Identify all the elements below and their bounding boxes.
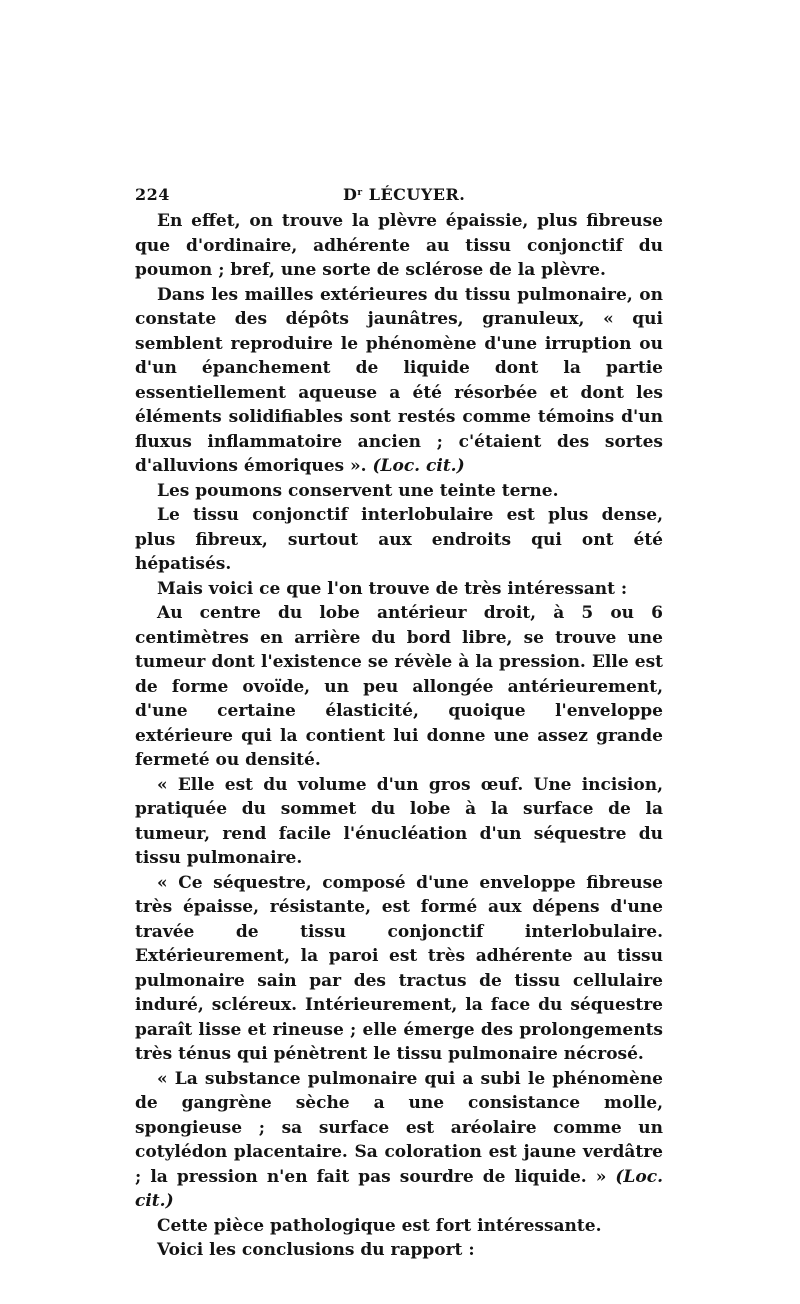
paragraph-text: Cette pièce pathologique est fort intéressante. bbox=[157, 1215, 602, 1236]
author-name: LÉCUYER. bbox=[362, 185, 466, 204]
paragraph-text: « Elle est du volume d'un gros œuf. Une incision, pratiquée du sommet du lobe à la surface de la tumeur, rend facile l'énucléation d'un séquestre du tissu pulmonaire. bbox=[135, 774, 663, 868]
paragraph bbox=[135, 1214, 663, 1239]
paragraph bbox=[135, 479, 663, 504]
author-superscript: r bbox=[357, 188, 363, 198]
paragraph bbox=[135, 577, 663, 602]
page-header bbox=[135, 183, 663, 209]
paragraph bbox=[135, 209, 663, 283]
body-text bbox=[135, 209, 663, 1263]
paragraph bbox=[135, 601, 663, 773]
paragraph bbox=[135, 283, 663, 479]
paragraph bbox=[135, 871, 663, 1067]
paragraph-text: En effet, on trouve la plèvre épaissie, plus fibreuse que d'ordinaire, adhérente au tissu conjonctif du poumon ; bref, une sorte de sclérose de la plèvre. bbox=[135, 211, 663, 280]
running-head bbox=[343, 185, 465, 204]
paragraph-text: Mais voici ce que l'on trouve de très intéressant : bbox=[157, 578, 628, 599]
author-prefix: D bbox=[343, 185, 358, 204]
citation-reference: (Loc. cit.) bbox=[372, 456, 465, 476]
paragraph-text: Le tissu conjonctif interlobulaire est plus dense, plus fibreux, surtout aux endroits qui ont été hépatisés. bbox=[135, 505, 663, 574]
paragraph bbox=[135, 503, 663, 577]
paragraph-text: « Ce séquestre, composé d'une enveloppe fibreuse très épaisse, résistante, est formé aux dépens d'une travée de tissu conjonctif interlobulaire. Extérieurement, la paroi est très adhérente au tissu pulmonaire sain par des tractus de tissu cellulaire induré, scléreux. Intérieurement, la face du séquestre paraît lisse et rineuse ; elle émerge des prolongements très ténus qui pénètrent le tissu pulmonaire nécrosé. bbox=[135, 872, 663, 1064]
page-number: 224 bbox=[135, 185, 170, 204]
book-page bbox=[135, 183, 663, 1263]
paragraph-text: « La substance pulmonaire qui a subi le phénomène de gangrène sèche a une consistance molle, spongieuse ; sa surface est aréolaire comme un cotylédon placentaire. Sa coloration est jaune verdâtre ; la pression n'en fait pas sourdre de liquide. » bbox=[135, 1068, 663, 1187]
paragraph-text: Les poumons conservent une teinte terne. bbox=[157, 480, 559, 501]
paragraph bbox=[135, 1238, 663, 1263]
citation-reference: (Loc. cit.) bbox=[135, 1166, 663, 1211]
paragraph-text: Au centre du lobe antérieur droit, à 5 ou 6 centimètres en arrière du bord libre, se trouve une tumeur dont l'existence se révèle à la pression. Elle est de forme ovoïde, un peu allongée antérieurement, d'une certaine élasticité, quoique l'enveloppe extérieure qui la contient lui donne une assez grande fermeté ou densité. bbox=[135, 603, 663, 770]
paragraph bbox=[135, 1067, 663, 1214]
paragraph bbox=[135, 773, 663, 871]
paragraph-text: Voici les conclusions du rapport : bbox=[157, 1240, 475, 1260]
paragraph-text: Dans les mailles extérieures du tissu pulmonaire, on constate des dépôts jaunâtres, granuleux, « qui semblent reproduire le phénomène d'une irruption ou d'un épanchement de liquide dont la partie essentiellement aqueuse a été résorbée et dont les éléments solidifiables sont restés comme témoins d'un fluxus inflammatoire ancien ; c'étaient des sortes d'alluvions émoriques ». bbox=[135, 284, 663, 476]
